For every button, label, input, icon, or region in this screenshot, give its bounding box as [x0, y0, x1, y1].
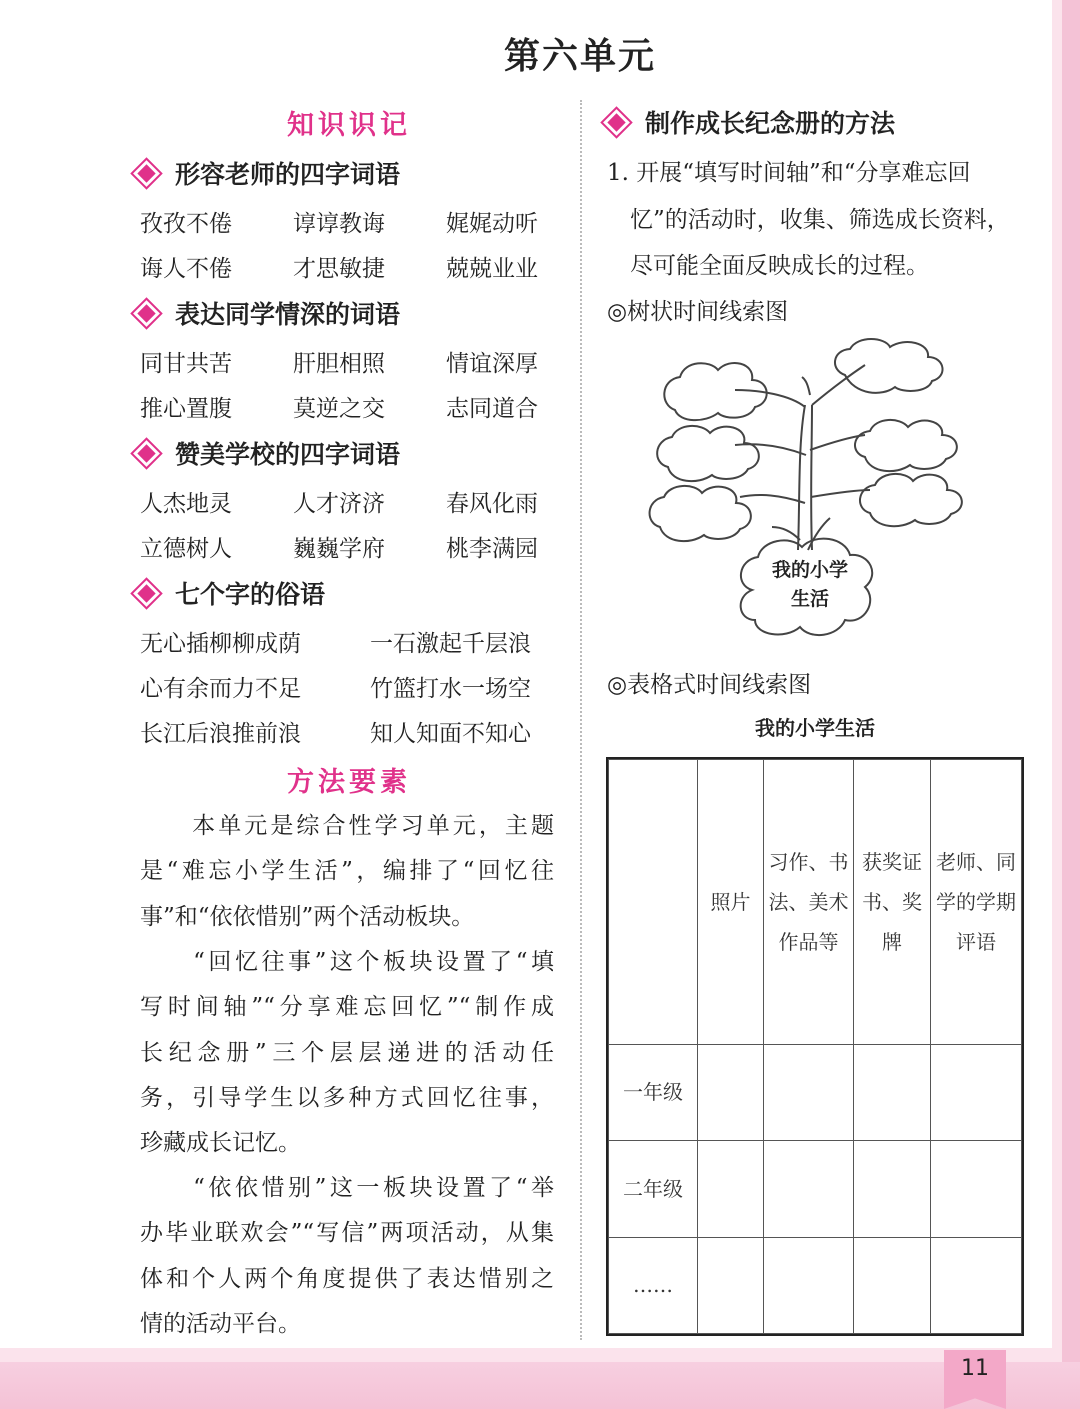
table-cell [764, 1044, 854, 1140]
tree-diagram-label: ◎树状时间线索图 [607, 299, 789, 325]
table-row-label: 二年级 [609, 1141, 698, 1237]
paragraph-line: 事”和“依依惜别”两个活动板块。 [140, 903, 475, 930]
word: 才思敏捷 [293, 256, 385, 282]
word: 巍巍学府 [293, 536, 385, 562]
paragraph-line: 珍藏成长记忆。 [140, 1130, 301, 1157]
table-header-row [609, 760, 1022, 1045]
table-cell [764, 1141, 854, 1237]
tree-branch [740, 495, 805, 503]
method-item-1 [607, 150, 1027, 290]
table-header-cell: 照片 [698, 760, 764, 1045]
word: 娓娓动听 [446, 211, 538, 237]
word: 推心置腹 [140, 396, 232, 422]
table-header-cell: 老师、同学的学期评语 [931, 760, 1022, 1045]
tree-branch [772, 527, 800, 540]
table-cell [931, 1044, 1022, 1140]
method-heading: 制作成长纪念册的方法 [610, 104, 895, 140]
paragraph [140, 1166, 554, 1347]
page-number: 11 [961, 1356, 989, 1381]
word: 志同道合 [446, 396, 538, 422]
diamond-bullet-icon [137, 584, 155, 602]
table-row-label: 一年级 [609, 1044, 698, 1140]
table-row [609, 1237, 1022, 1333]
table-cell [854, 1044, 931, 1140]
group-heading: 形容老师的四字词语 [140, 155, 400, 191]
table-caption: 我的小学生活 [755, 716, 875, 740]
word: 无心插柳柳成荫 [140, 631, 301, 657]
paragraph-line: 长纪念册”三个层层递进的活动任 [140, 1039, 554, 1066]
table-cell [698, 1237, 764, 1333]
word: 春风化雨 [446, 491, 538, 517]
paragraph-line: “依依惜别”这一板块设置了“举 [140, 1175, 554, 1201]
word: 肝胆相照 [293, 351, 385, 377]
cloud-shape [657, 426, 759, 481]
group-heading: 赞美学校的四字词语 [140, 435, 400, 471]
tree-branch [735, 444, 806, 455]
paragraph-line: 是“难忘小学生活”，编排了“回忆往 [140, 858, 554, 885]
word: 孜孜不倦 [140, 211, 232, 237]
tree-trunk [798, 405, 812, 550]
table-row [609, 1044, 1022, 1140]
word: 知人知面不知心 [370, 721, 531, 747]
word: 莫逆之交 [293, 396, 385, 422]
page-bottom-band [0, 1362, 1080, 1409]
section-title-method: 方法要素 [287, 767, 411, 798]
item-line: 1. 开展“填写时间轴”和“分享难忘回 [607, 160, 971, 186]
table-row-label: …… [609, 1237, 698, 1333]
tree-branch [735, 390, 805, 407]
word: 谆谆教诲 [293, 211, 385, 237]
column-divider [580, 100, 582, 1340]
diamond-bullet-icon [137, 444, 155, 462]
table-cell [854, 1141, 931, 1237]
tree-branch [802, 377, 810, 395]
word: 竹篮打水一场空 [370, 676, 531, 702]
table-cell [931, 1141, 1022, 1237]
table-header-cell: 习作、书法、美术作品等 [764, 760, 854, 1045]
word: 诲人不倦 [140, 256, 232, 282]
paragraph-line: 务，引导学生以多种方式回忆往事， [140, 1084, 554, 1111]
paragraph-line: 体和个人两个角度提供了表达惜别之 [140, 1265, 554, 1292]
paragraph-line: 写时间轴”“分享难忘回忆”“制作成 [140, 994, 554, 1021]
diamond-bullet-icon [137, 164, 155, 182]
word: 一石激起千层浪 [370, 631, 531, 657]
tree-timeline-diagram [640, 335, 990, 645]
word: 同甘共苦 [140, 351, 232, 377]
table-header-cell [609, 760, 698, 1045]
item-line: 尽可能全面反映成长的过程。 [607, 253, 929, 279]
item-line: 忆”的活动时，收集、筛选成长资料， [607, 206, 1010, 233]
group-heading: 七个字的俗语 [140, 575, 325, 611]
word: 立德树人 [140, 536, 232, 562]
diamond-bullet-icon [137, 304, 155, 322]
tree-center-label: 我的小学 [771, 559, 849, 581]
word: 心有余而力不足 [140, 676, 301, 702]
word: 兢兢业业 [446, 256, 538, 282]
word: 人杰地灵 [140, 491, 232, 517]
table-row [609, 1141, 1022, 1237]
word: 人才济济 [293, 491, 385, 517]
unit-title: 第六单元 [503, 36, 656, 77]
paragraph [140, 940, 554, 1166]
table-cell [931, 1237, 1022, 1333]
word: 桃李满园 [446, 536, 538, 562]
table-diagram-label: ◎表格式时间线索图 [607, 672, 812, 698]
paragraph-line: 办毕业联欢会”“写信”两项活动，从集 [140, 1220, 554, 1247]
table-cell [698, 1141, 764, 1237]
cloud-shape [835, 339, 943, 393]
cloud-shape [860, 474, 962, 526]
paragraph-line: 本单元是综合性学习单元，主题 [140, 813, 554, 839]
paragraph [140, 804, 554, 940]
cloud-shape [855, 420, 957, 471]
table-header-cell: 获奖证书、奖牌 [854, 760, 931, 1045]
cloud-shape [741, 539, 873, 635]
table-cell [764, 1237, 854, 1333]
tree-center-label: 生活 [790, 588, 830, 610]
word: 长江后浪推前浪 [140, 721, 301, 747]
table-cell [698, 1044, 764, 1140]
paragraph-line: “回忆往事”这个板块设置了“填 [140, 949, 554, 975]
section-title-knowledge: 知识识记 [287, 110, 411, 141]
group-heading: 表达同学情深的词语 [140, 295, 400, 331]
word: 情谊深厚 [446, 351, 538, 377]
paragraph-line: 情的活动平台。 [140, 1310, 301, 1337]
diamond-bullet-icon [607, 113, 625, 131]
timeline-table [606, 757, 1024, 1336]
cloud-shape [650, 486, 751, 541]
table-cell [854, 1237, 931, 1333]
